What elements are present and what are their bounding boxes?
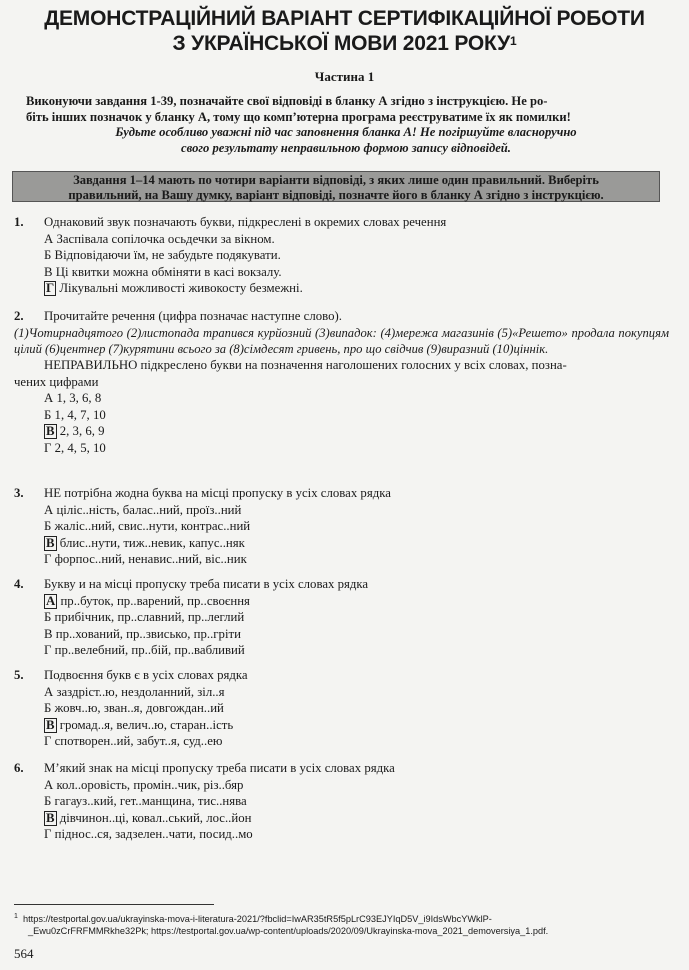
option-b: Б 1, 4, 7, 10 xyxy=(44,407,106,422)
answer-mark: А xyxy=(46,593,56,608)
instructions-line-1: Виконуючи завдання 1-39, позначайте свої відповіді в бланку А згідно з інструкцією. Не ро- xyxy=(26,94,548,108)
option-d: Г Лікувальні можливості живокосту безмежні. xyxy=(46,281,303,296)
option-d: Г піднос..ся, задзелен..чати, посид..мо xyxy=(44,827,253,842)
question-number: 2. xyxy=(14,309,24,323)
question-1 xyxy=(14,214,669,297)
footnote-line-1: $^1$ https://testportal.gov.ua/ukrayinska-mova-i-literatura-2021/?fbclid=IwAR35tR5f5pLrC93EJYIqD5V_i9IdsWbcYWklP- xyxy=(14,913,492,925)
option-a: А 1, 3, 6, 8 xyxy=(44,391,102,406)
option-a: А Заспівала сопілочка осьдечки за вікном. xyxy=(44,231,275,246)
question-number: 6. xyxy=(14,761,24,775)
question-2 xyxy=(14,308,669,457)
task-note-line-1: Завдання 1–14 мають по чотири варіанти відповіді, з яких лише один правильний. Виберіть xyxy=(73,173,599,187)
option-c: В дівчинон..ці, ковал..ський, лос..йон xyxy=(46,810,252,825)
answer-mark: В xyxy=(46,810,55,825)
option-b: Б прибічник, пр..славний, пр..леглий xyxy=(44,610,245,625)
option-b: Б гагауз..кий, гет..манщина, тис..нява xyxy=(44,794,247,809)
part-heading: Частина 1 xyxy=(314,69,375,84)
footnote xyxy=(14,911,674,937)
footnote-ref: 1 xyxy=(510,34,517,48)
instructions-line-3: Будьте особливо уважні під час заповнення бланка А! Не погіршуйте власноручно xyxy=(115,125,577,139)
option-b: Б жовч..ю, зван..я, довгождан..ий xyxy=(44,701,224,716)
option-d: Г форпос..ний, ненавис..ний, віс..ник xyxy=(44,552,247,567)
question-stem: Букву и на місці пропуску треба писати в усіх словах рядка xyxy=(44,577,369,591)
title-line-1: ДЕМОНСТРАЦІЙНИЙ ВАРІАНТ СЕРТИФІКАЦІЙНОЇ РОБОТИ xyxy=(44,7,645,30)
answer-mark: Г xyxy=(46,281,55,296)
title-line-2: З УКРАЇНСЬКОЇ МОВИ 2021 РОКУ$^1$ xyxy=(172,32,517,55)
question-number: 1. xyxy=(14,215,24,229)
question-number: 3. xyxy=(14,486,24,500)
footnote-divider xyxy=(14,904,214,905)
question-stem: М’який знак на місці пропуску треба писати в усіх словах рядка xyxy=(44,761,395,775)
question-sentence: (1)Чотирнадцятого (2)листопада трапився курйозний (3)випадок: (4)мережа магазинів (5)«Решето» продала покупцям цілий (6)центнер (7)курятини всього за (8)сімдесят гривень, про що свідчив (9)виразний (10)ціннік. xyxy=(14,325,669,356)
option-c: В громад..я, велич..ю, старан..ість xyxy=(46,717,234,732)
question-5 xyxy=(14,667,669,750)
question-task: НЕПРАВИЛЬНО підкреслено букви на позначення наголошених голосних у всіх словах, позна- чених цифрами xyxy=(14,358,567,389)
option-a: А ціліс..ність, балас..ний, проїз..ний xyxy=(44,502,242,517)
option-c: В пр..хований, пр..звисько, пр..гріти xyxy=(44,626,241,641)
option-a: А заздріст..ю, нездоланний, зіл..я xyxy=(44,684,225,699)
answer-mark: В xyxy=(46,424,55,439)
option-d: Г пр..велебний, пр..бій, пр..вабливий xyxy=(44,643,245,658)
question-stem: НЕ потрібна жодна буква на місці пропуску в усіх словах рядка xyxy=(44,486,391,500)
answer-mark: В xyxy=(46,717,55,732)
option-d: Г спотворен..ий, забут..я, суд..ею xyxy=(44,734,223,749)
option-a: А кол..оровість, промін..чик, різ..бяр xyxy=(44,777,244,792)
page-number: 564 xyxy=(14,946,34,961)
question-number: 5. xyxy=(14,668,24,682)
option-d: Г 2, 4, 5, 10 xyxy=(44,440,106,455)
option-c: В блис..нути, тиж..невик, капус..няк xyxy=(46,535,245,550)
question-3 xyxy=(14,485,669,568)
task-note-line-2: правильний, на Вашу думку, варіант відповіді, позначте його в бланку А згідно з інструкцією. xyxy=(68,188,604,202)
footnote-link-2[interactable]: _Ewu0zCrFRFMMRkhe32Pk; https://testportal.gov.ua/wp-content/uploads/2020/09/Ukrayinska-mova_2021_demoversiya_1.pdf. xyxy=(28,926,549,937)
question-number: 4. xyxy=(14,577,24,591)
instructions-line-4: свого результату неправильною формою запису відповідей. xyxy=(181,140,511,155)
instructions-line-2: біть інших позначок у бланку А, тому що комп’ютерна програма реєструватиме їх як помилки! xyxy=(26,109,571,124)
option-c: В Ці квитки можна обміняти в касі вокзалу. xyxy=(44,264,282,279)
page-title xyxy=(10,6,679,56)
question-stem: Однаковий звук позначають букви, підкреслені в окремих словах речення xyxy=(44,215,447,229)
task-note-box xyxy=(12,171,660,202)
answer-mark: В xyxy=(46,535,55,550)
question-stem: Подвоєння букв є в усіх словах рядка xyxy=(44,668,248,682)
option-c: В 2, 3, 6, 9 xyxy=(46,424,105,439)
option-b: Б жаліс..ний, свис..нути, контрас..ний xyxy=(44,519,251,534)
footnote-link-1[interactable]: https://testportal.gov.ua/ukrayinska-mova-i-literatura-2021/?fbclid=IwAR35tR5f5pLrC93EJYIqD5V_i9IdsWbcYWklP- xyxy=(23,914,492,925)
option-b: Б Відповідаючи їм, не забудьте подякувати. xyxy=(44,248,281,263)
question-6 xyxy=(14,760,669,843)
option-a: А пр..буток, пр..варений, пр..своєння xyxy=(46,593,250,608)
question-4 xyxy=(14,576,669,659)
question-stem: Прочитайте речення (цифра позначає наступне слово). xyxy=(44,309,342,323)
instructions xyxy=(26,94,666,156)
